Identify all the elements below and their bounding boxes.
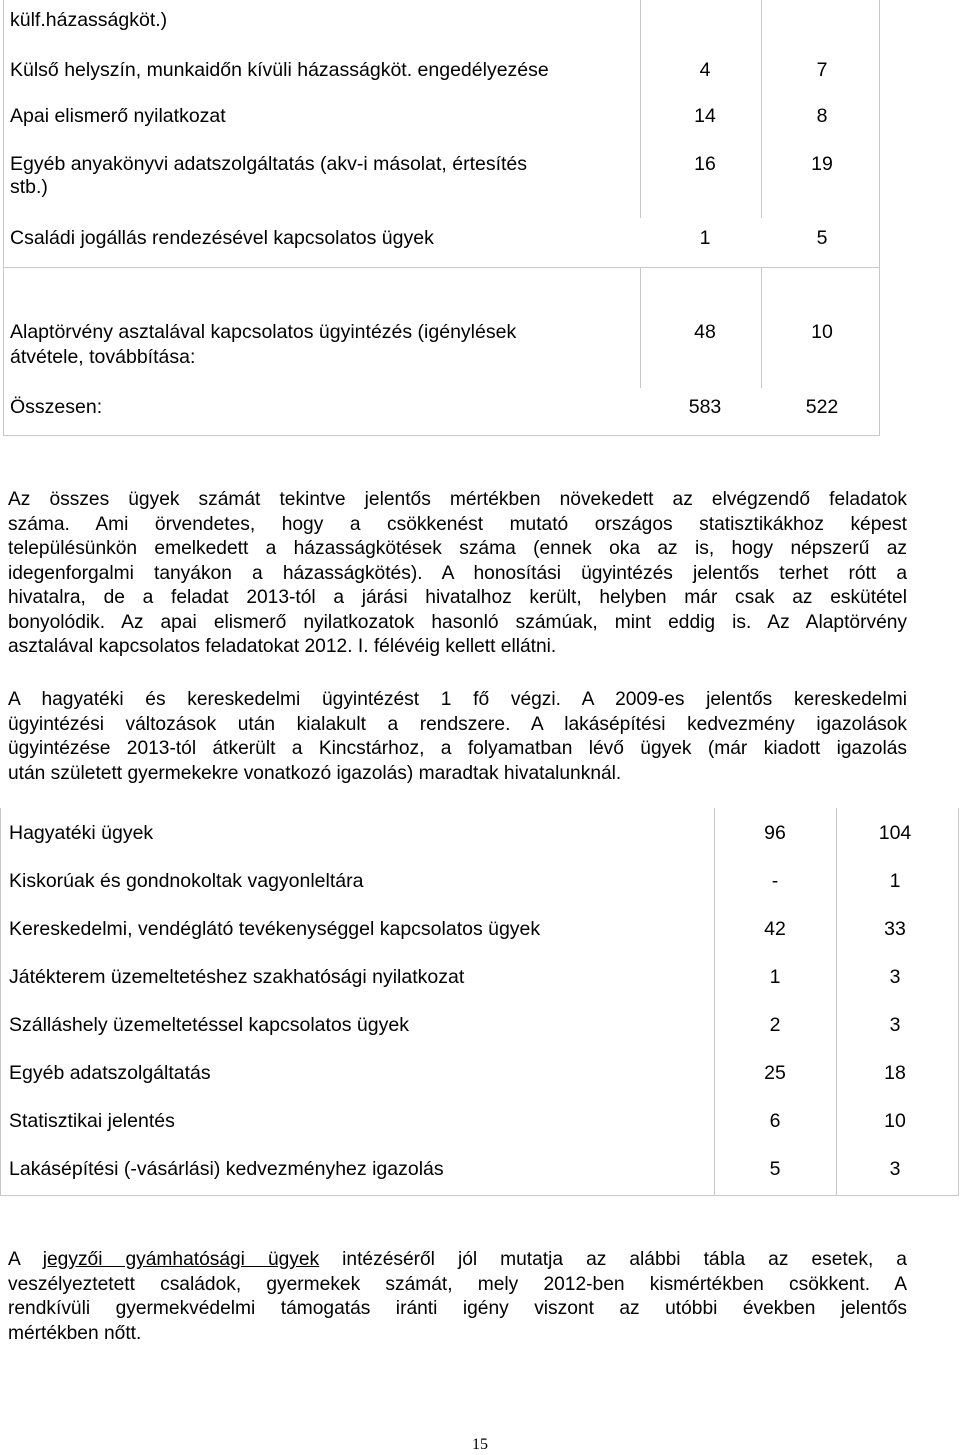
table-cell-value: 5 (769, 1158, 781, 1180)
table-cell-value: 33 (884, 918, 906, 940)
table-border (761, 268, 762, 388)
table-row (0, 808, 960, 856)
table-cell-label: Összesen: (10, 396, 103, 418)
table-cell-label: Apai elismerő nyilatkozat (10, 105, 226, 127)
text-line: A hagyatéki és kereskedelmi ügyintézést 1 fő végzi. A 2009-es jelentős kereskedelmi (8, 689, 907, 710)
table-cell-label: Kereskedelmi, vendéglátó tevékenységgel kapcsolatos ügyek (9, 918, 541, 940)
table-cell-value: 16 (694, 153, 716, 175)
table-top (3, 0, 880, 436)
table-cell-label: Egyéb anyakönyvi adatszolgáltatás (akv-i másolat, értesítés (10, 153, 528, 175)
table-cell-value: 4 (699, 59, 711, 81)
table-border (3, 0, 4, 436)
table-cell-value: 5 (816, 227, 828, 249)
table-cell-label: Külső helyszín, munkaidőn kívüli házasságköt. engedélyezése (10, 59, 549, 81)
text-span: intézéséről jól mutatja az alábbi tábla az esetek, a (319, 1249, 907, 1270)
text-line: asztalával kapcsolatos feladatokat 2012. I. félévéig kellett ellátni. (8, 636, 557, 657)
table-cell-label: Lakásépítési (-vásárlási) kedvezményhez igazolás (9, 1158, 444, 1180)
table-cell-value: 48 (694, 321, 716, 343)
table-cell-label: Szálláshely üzemeltetéssel kapcsolatos ügyek (9, 1014, 409, 1036)
table-cell-value: 14 (694, 105, 716, 127)
text-line: bonyolódik. Az apai elismerő nyilatkozatok hasonló számúak, mint eddig is. Az Alaptörvény (8, 611, 907, 633)
table-border (640, 0, 641, 218)
text-line: Az összes ügyek számát tekintve jelentős mértékben növekedett az elvégzendő feladatok (8, 489, 907, 510)
table-cell-value: 96 (764, 822, 786, 844)
paragraph-guardianship (8, 1248, 907, 1346)
paragraph-summary (8, 488, 907, 660)
table-cell-label: Kiskorúak és gondnokoltak vagyonleltára (9, 870, 364, 892)
table-row (0, 1048, 960, 1096)
table-row (0, 952, 960, 1000)
table-cell-label: Hagyatéki ügyek (9, 822, 154, 844)
table-row (0, 856, 960, 904)
table-row (0, 1000, 960, 1048)
text-span: A (8, 1249, 43, 1270)
table-cell-label: Statisztikai jelentés (9, 1110, 175, 1132)
table-cell-label: külf.házasságköt.) (10, 9, 168, 31)
text-line: után született gyermekekre vonatkozó igazolás) maradtak hivatalunknál. (8, 762, 622, 784)
table-cell-label: stb.) (10, 176, 48, 198)
table-row (0, 1096, 960, 1144)
table-cell-value: 1 (889, 870, 901, 892)
table-cell-value: 7 (816, 59, 828, 81)
table-cell-label: Játékterem üzemeltetéshez szakhatósági nyilatkozat (9, 966, 465, 988)
table-cell-value: 583 (688, 396, 722, 418)
paragraph-inheritance (8, 688, 907, 786)
text-line: száma. Ami örvendetes, hogy a csökkenést mutató országos statisztikákhoz képest (8, 513, 907, 535)
table-cell-label: Családi jogállás rendezésével kapcsolatos ügyek (10, 227, 434, 249)
text-line: hivatalra, de a feladat 2013-tól a járási hivatalhoz került, helyben már csak az eskütétel (8, 587, 907, 608)
table-cell-value: 8 (816, 105, 828, 127)
table-cell-label: Alaptörvény asztalával kapcsolatos ügyintézés (igénylések (10, 321, 517, 343)
table-cell-value: 104 (878, 822, 912, 844)
underlined-term: jegyzői gyámhatósági ügyek (42, 1249, 320, 1270)
table-border (3, 435, 880, 436)
text-line: mértékben nőtt. (8, 1322, 142, 1344)
page-number: 15 (472, 1436, 488, 1453)
table-border (3, 267, 880, 268)
table-border (640, 268, 641, 388)
table-row (0, 904, 960, 952)
text-line: rendkívüli gyermekvédelmi támogatás iránti igény viszont az utóbbi években jelentős (8, 1298, 907, 1319)
table-cell-value: 2 (769, 1014, 781, 1036)
table-cell-value: 1 (699, 227, 711, 249)
text-line: veszélyeztetett családok, gyermekek számát, mely 2012-ben kismértékben csökkent. A (8, 1273, 907, 1295)
table-cell-value: 522 (805, 396, 839, 418)
table-border (879, 0, 880, 436)
table-cell-value: - (771, 870, 779, 892)
table-cell-value: 10 (884, 1110, 906, 1132)
table-cell-value: 25 (764, 1062, 786, 1084)
table-cell-value: 19 (811, 153, 833, 175)
table-cell-value: 1 (769, 966, 781, 988)
table-cell-label: átvétele, továbbítása: (10, 346, 196, 368)
table-cell-label: Egyéb adatszolgáltatás (9, 1062, 211, 1084)
text-line: településünkön emelkedett a házasságkötések száma (ennek oka az is, hogy népszerű az (8, 538, 907, 559)
table-border (761, 0, 762, 218)
table-border (0, 1195, 959, 1196)
text-line: idegenforgalmi tanyákon a házasságkötés). A honosítási ügyintézés jelentős terhet rótt a (8, 562, 907, 584)
table-cell-value: 6 (769, 1110, 781, 1132)
table-cell-value: 10 (811, 321, 833, 343)
table-cell-value: 3 (889, 1158, 901, 1180)
table-cell-value: 18 (884, 1062, 906, 1084)
table-cases (0, 808, 960, 1196)
table-cell-value: 3 (889, 1014, 901, 1036)
table-cell-value: 3 (889, 966, 901, 988)
table-cell-value: 42 (764, 918, 786, 940)
text-line: ügyintézési változások után kialakult a rendszere. A lakásépítési kedvezmény igazolások (8, 713, 907, 735)
text-line: ügyintézése 2013-tól átkerült a Kincstárhoz, a folyamatban lévő ügyek (már kiadott igazolás (8, 738, 907, 759)
text-line (8, 1248, 907, 1273)
table-row (0, 1144, 960, 1192)
